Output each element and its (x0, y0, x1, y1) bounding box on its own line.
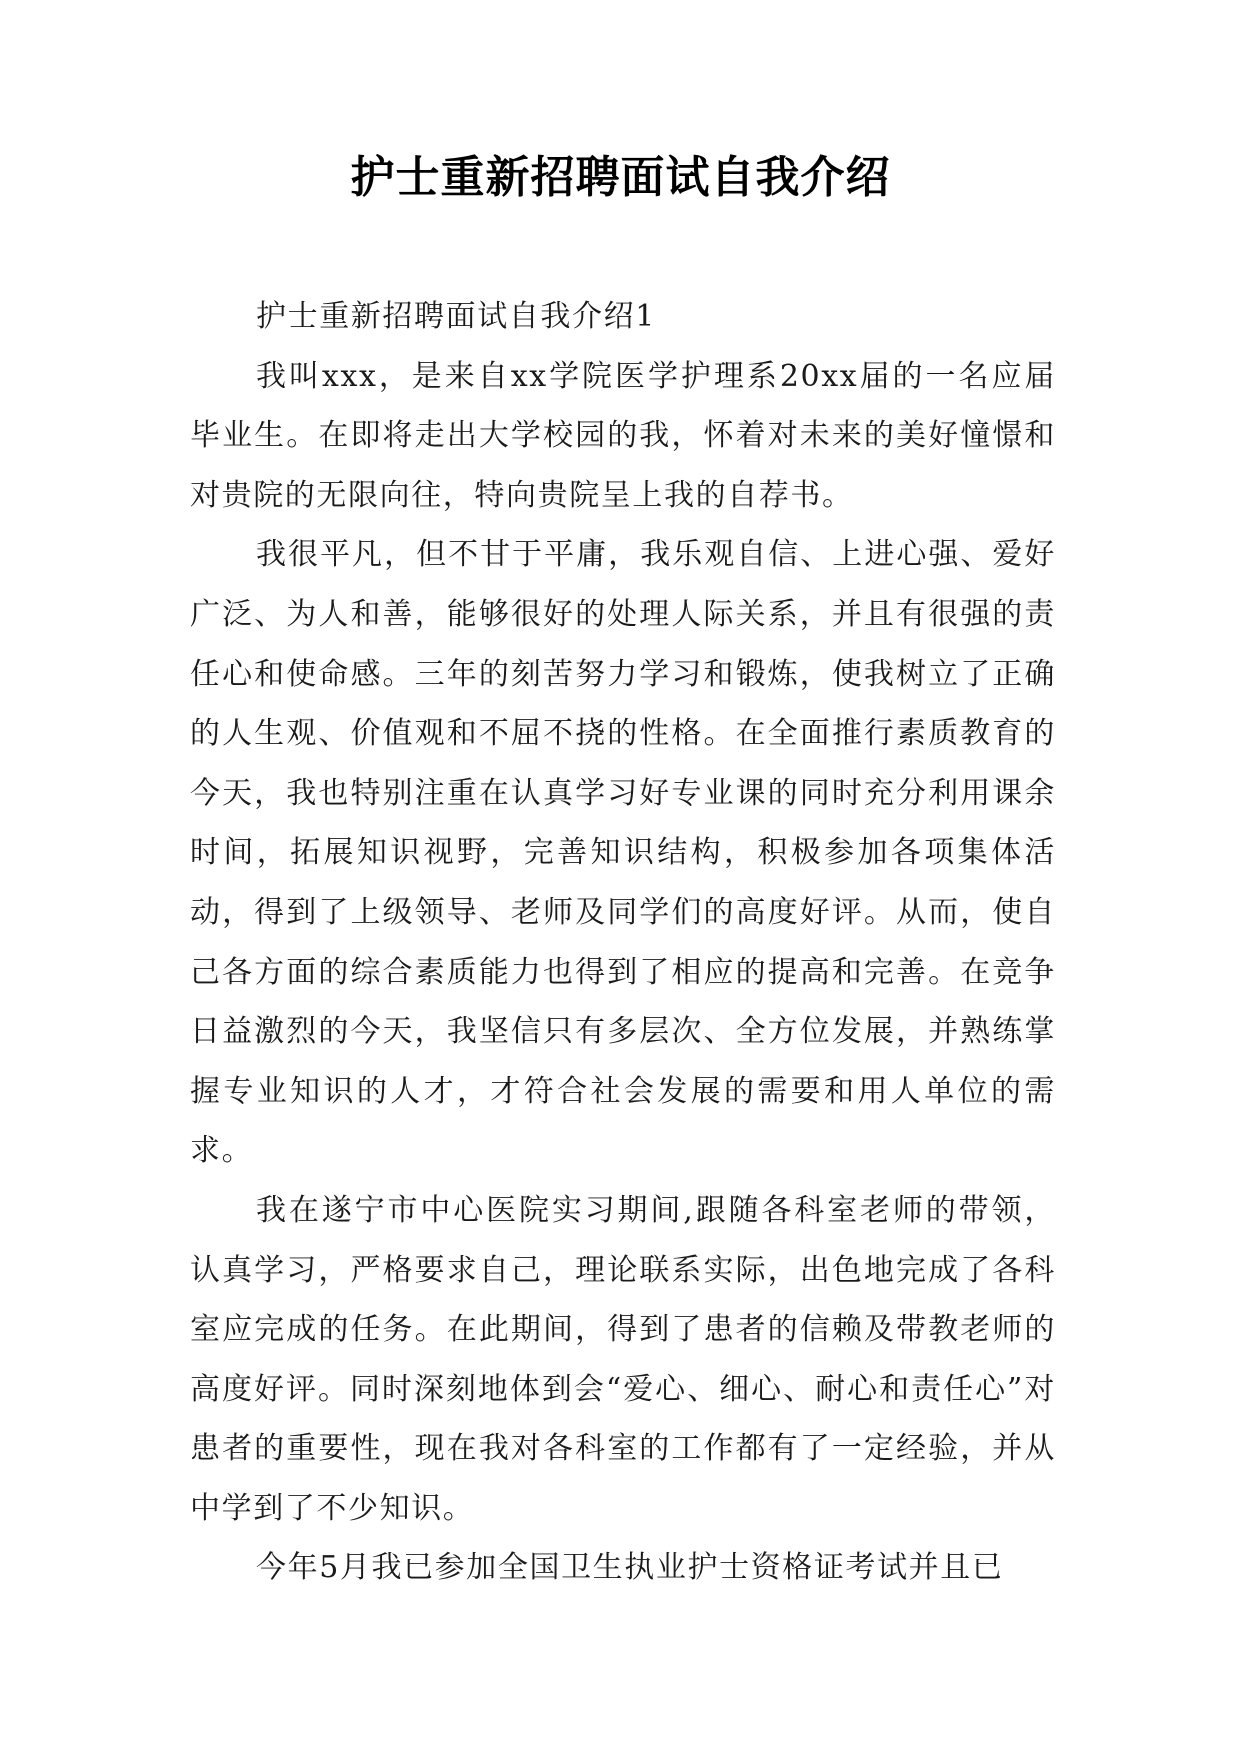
paragraph: 我很平凡，但不甘于平庸，我乐观自信、上进心强、爱好广泛、为人和善，能够很好的处理人际关系，并且有很强的责任心和使命感。三年的刻苦努力学习和锻炼，使我树立了正确的人生观、价值观和不屈不挠的性格。在全面推行素质教育的今天，我也特别注重在认真学习好专业课的同时充分利用课余时间，拓展知识视野，完善知识结构，积极参加各项集体活动，得到了上级领导、老师及同学们的高度好评。从而，使自己各方面的综合素质能力也得到了相应的提高和完善。在竞争日益激烈的今天，我坚信只有多层次、全方位发展，并熟练掌握专业知识的人才，才符合社会发展的需要和用人单位的需求。 (190, 537, 1056, 1169)
paragraph: 我在遂宁市中心医院实习期间,跟随各科室老师的带领，认真学习，严格要求自己，理论联系实际，出色地完成了各科室应完成的任务。在此期间，得到了患者的信赖及带教老师的高度好评。同时深刻地体到会“爱心、细心、耐心和责任心”对患者的重要性，现在我对各科室的工作都有了一定经验，并从中学到了不少知识。 (190, 1192, 1056, 1526)
document-body (190, 287, 1056, 1598)
document-title: 护士重新招聘面试自我介绍 (350, 152, 891, 203)
section-heading: 护士重新招聘面试自我介绍1 (256, 299, 656, 334)
paragraph: 我叫xxx，是来自xx学院医学护理系20xx届的一名应届毕业生。在即将走出大学校园的我，怀着对未来的美好憧憬和对贵院的无限向往，特向贵院呈上我的自荐书。 (190, 358, 1056, 513)
paragraph: 今年5月我已参加全国卫生执业护士资格证考试并且已 (256, 1550, 1004, 1586)
